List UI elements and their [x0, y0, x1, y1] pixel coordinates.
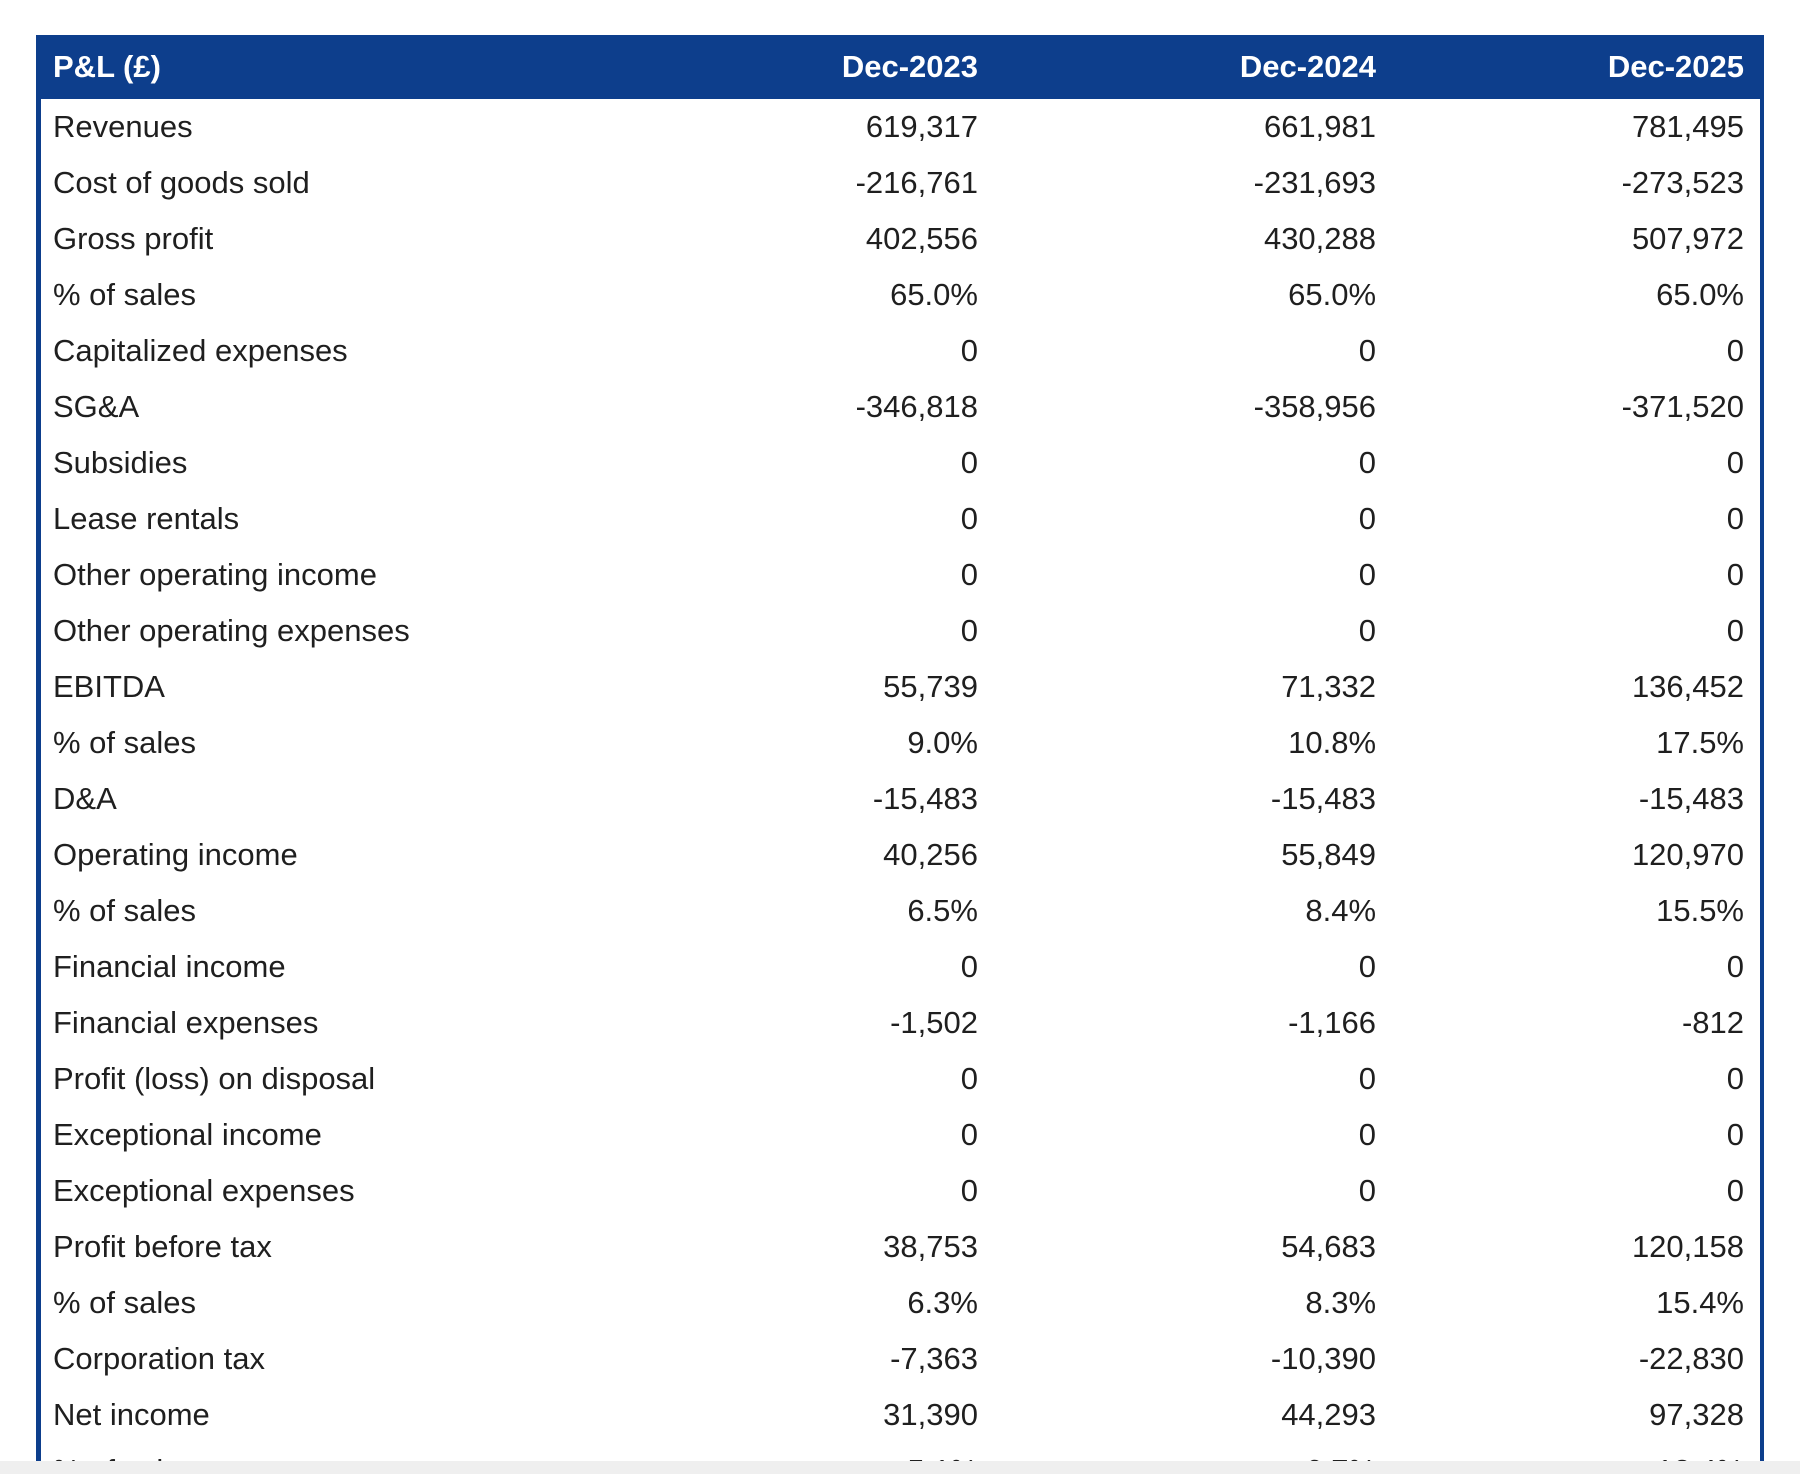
table-row [39, 1107, 1763, 1163]
cell-value: 0 [1392, 939, 1762, 995]
cell-value: 781,495 [1392, 99, 1762, 155]
cell-value: 6.5% [593, 883, 994, 939]
cell-value: 0 [994, 323, 1392, 379]
cell-value: 0 [593, 939, 994, 995]
cell-value: 0 [994, 435, 1392, 491]
row-label: Cost of goods sold [39, 155, 593, 211]
cell-value: 0 [1392, 323, 1762, 379]
cell-value: 0 [1392, 491, 1762, 547]
row-label: Corporation tax [39, 1331, 593, 1387]
cell-value: 0 [593, 323, 994, 379]
cell-value: 38,753 [593, 1219, 994, 1275]
pnl-table-container [36, 35, 1764, 1474]
cell-value: 31,390 [593, 1387, 994, 1443]
table-row [39, 1275, 1763, 1331]
cell-value: -15,483 [1392, 771, 1762, 827]
cell-value: 0 [994, 547, 1392, 603]
cell-value: 65.0% [593, 267, 994, 323]
below-table-strip [0, 1461, 1800, 1474]
cell-value: 10.8% [994, 715, 1392, 771]
table-row [39, 827, 1763, 883]
cell-value: 507,972 [1392, 211, 1762, 267]
cell-value: 9.0% [593, 715, 994, 771]
cell-value: 0 [593, 603, 994, 659]
row-label: EBITDA [39, 659, 593, 715]
table-row [39, 491, 1763, 547]
row-label: Subsidies [39, 435, 593, 491]
table-row [39, 99, 1763, 155]
cell-value: 40,256 [593, 827, 994, 883]
cell-value: 8.4% [994, 883, 1392, 939]
cell-value: 0 [593, 547, 994, 603]
table-row [39, 323, 1763, 379]
header-row [39, 35, 1763, 99]
table-row [39, 1331, 1763, 1387]
row-label: % of sales [39, 267, 593, 323]
row-label: D&A [39, 771, 593, 827]
cell-value: 15.4% [1392, 1275, 1762, 1331]
cell-value: -1,502 [593, 995, 994, 1051]
pnl-table-body [39, 99, 1763, 1474]
cell-value: 136,452 [1392, 659, 1762, 715]
row-label: Profit (loss) on disposal [39, 1051, 593, 1107]
pnl-table-header [39, 35, 1763, 99]
row-label: Operating income [39, 827, 593, 883]
cell-value: 97,328 [1392, 1387, 1762, 1443]
cell-value: 0 [1392, 1163, 1762, 1219]
cell-value: 430,288 [994, 211, 1392, 267]
cell-value: 0 [1392, 547, 1762, 603]
cell-value: -358,956 [994, 379, 1392, 435]
cell-value: -216,761 [593, 155, 994, 211]
table-row [39, 771, 1763, 827]
row-label: % of sales [39, 1275, 593, 1331]
column-header-dec-2024: Dec-2024 [994, 35, 1392, 99]
table-row [39, 211, 1763, 267]
cell-value: -15,483 [994, 771, 1392, 827]
row-label: Lease rentals [39, 491, 593, 547]
row-label: Other operating expenses [39, 603, 593, 659]
row-label: Net income [39, 1387, 593, 1443]
table-row [39, 1387, 1763, 1443]
row-label: Exceptional income [39, 1107, 593, 1163]
cell-value: -812 [1392, 995, 1762, 1051]
cell-value: 55,739 [593, 659, 994, 715]
row-label: Financial expenses [39, 995, 593, 1051]
column-header-dec-2025: Dec-2025 [1392, 35, 1762, 99]
cell-value: 0 [1392, 1051, 1762, 1107]
row-label: SG&A [39, 379, 593, 435]
table-row [39, 1163, 1763, 1219]
table-row [39, 883, 1763, 939]
cell-value: 15.5% [1392, 883, 1762, 939]
table-row [39, 603, 1763, 659]
cell-value: 65.0% [1392, 267, 1762, 323]
cell-value: 0 [1392, 1107, 1762, 1163]
cell-value: 65.0% [994, 267, 1392, 323]
table-row [39, 939, 1763, 995]
cell-value: 0 [1392, 435, 1762, 491]
table-row [39, 155, 1763, 211]
cell-value: 120,970 [1392, 827, 1762, 883]
table-title-cell: P&L (£) [39, 35, 593, 99]
cell-value: 0 [593, 491, 994, 547]
cell-value: 0 [593, 1163, 994, 1219]
cell-value: 6.3% [593, 1275, 994, 1331]
cell-value: -371,520 [1392, 379, 1762, 435]
cell-value: 402,556 [593, 211, 994, 267]
cell-value: 0 [994, 939, 1392, 995]
cell-value: -231,693 [994, 155, 1392, 211]
table-row [39, 995, 1763, 1051]
cell-value: -10,390 [994, 1331, 1392, 1387]
row-label: Gross profit [39, 211, 593, 267]
cell-value: 661,981 [994, 99, 1392, 155]
cell-value: -7,363 [593, 1331, 994, 1387]
row-label: Exceptional expenses [39, 1163, 593, 1219]
cell-value: 71,332 [994, 659, 1392, 715]
table-row [39, 1051, 1763, 1107]
table-row [39, 1219, 1763, 1275]
cell-value: 0 [1392, 603, 1762, 659]
row-label: % of sales [39, 883, 593, 939]
cell-value: 17.5% [1392, 715, 1762, 771]
cell-value: 0 [593, 1107, 994, 1163]
cell-value: 44,293 [994, 1387, 1392, 1443]
cell-value: 0 [593, 1051, 994, 1107]
table-row [39, 267, 1763, 323]
row-label: Revenues [39, 99, 593, 155]
column-header-dec-2023: Dec-2023 [593, 35, 994, 99]
cell-value: -273,523 [1392, 155, 1762, 211]
cell-value: -15,483 [593, 771, 994, 827]
cell-value: 8.3% [994, 1275, 1392, 1331]
cell-value: 54,683 [994, 1219, 1392, 1275]
cell-value: 0 [994, 491, 1392, 547]
cell-value: 120,158 [1392, 1219, 1762, 1275]
row-label: % of sales [39, 715, 593, 771]
cell-value: 0 [994, 1051, 1392, 1107]
cell-value: -1,166 [994, 995, 1392, 1051]
cell-value: 619,317 [593, 99, 994, 155]
table-row [39, 435, 1763, 491]
cell-value: 0 [994, 603, 1392, 659]
cell-value: 0 [593, 435, 994, 491]
row-label: Profit before tax [39, 1219, 593, 1275]
row-label: Financial income [39, 939, 593, 995]
table-row [39, 715, 1763, 771]
cell-value: -22,830 [1392, 1331, 1762, 1387]
cell-value: 0 [994, 1107, 1392, 1163]
row-label: Other operating income [39, 547, 593, 603]
cell-value: -346,818 [593, 379, 994, 435]
cell-value: 55,849 [994, 827, 1392, 883]
cell-value: 0 [994, 1163, 1392, 1219]
table-row [39, 659, 1763, 715]
row-label: Capitalized expenses [39, 323, 593, 379]
table-row [39, 379, 1763, 435]
table-row [39, 547, 1763, 603]
pnl-table [36, 35, 1764, 1474]
